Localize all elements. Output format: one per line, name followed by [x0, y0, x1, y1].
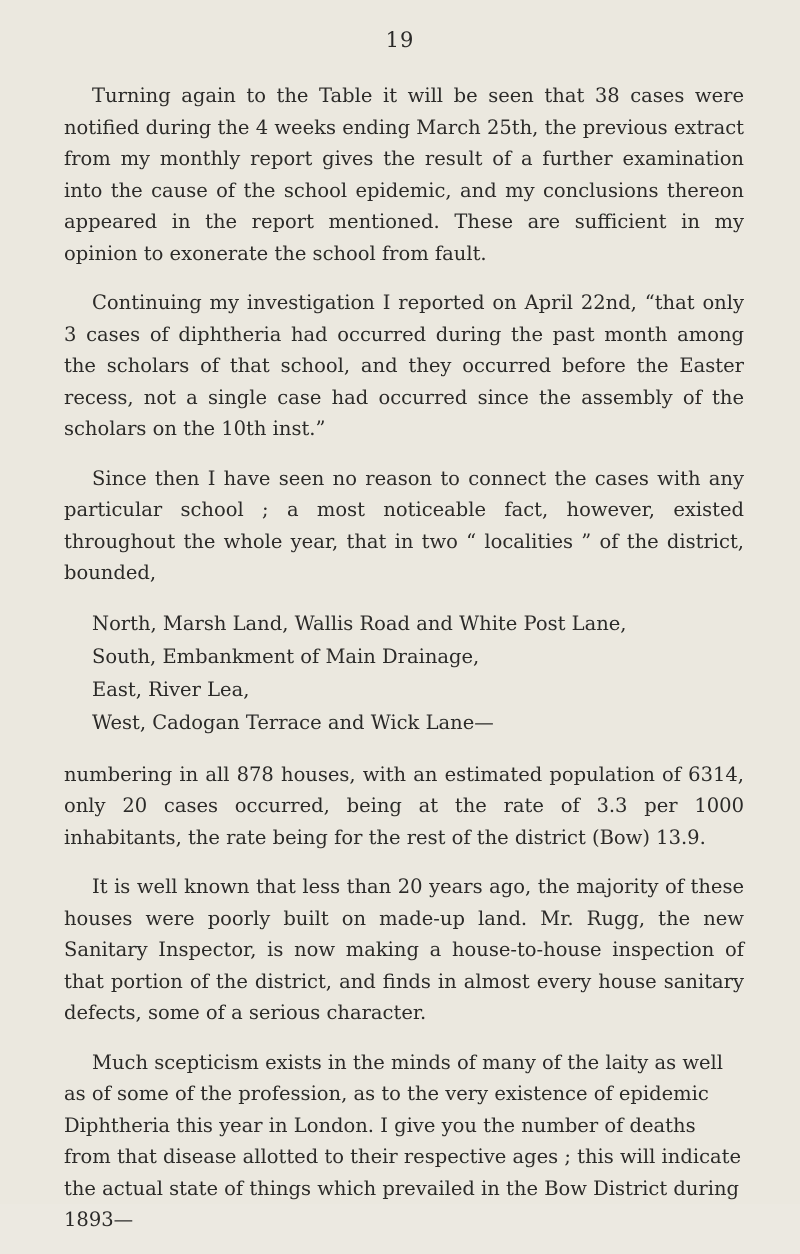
paragraph-table-cases: Turning again to the Table it will be seen that 38 cases were notified during the 4 weeks ending March 25th, the previous extract from my monthly report gives the result of a further examination into the cause of the school epidemic, and my conclusions thereon appeared in the report mentioned. These are sufficient in my opinion to exonerate the school from fault.: [64, 84, 744, 265]
boundary-south: South, Embankment of Main Drainage,: [92, 644, 480, 668]
boundary-east: East, River Lea,: [92, 677, 250, 701]
paragraph-scepticism: Much scepticism exists in the minds of many of the laity as well as of some of the profession, as to the very existence of epidemic Diphtheria this year in London. I give you the number of deaths from that disease allotted to their respective ages ; this will indicate the actual state of things which prevailed in the Bow District during 1893—: [64, 1050, 741, 1231]
boundary-west: West, Cadogan Terrace and Wick Lane—: [92, 710, 494, 734]
document-body: [64, 80, 744, 1254]
boundary-north: North, Marsh Land, Wallis Road and White Post Lane,: [92, 611, 627, 635]
page-number: 19: [385, 28, 415, 52]
paragraph-sanitary-inspection: It is well known that less than 20 years ago, the majority of these houses were poorly built on made-up land. Mr. Rugg, the new Sanitary Inspector, is now making a house-to-house inspection of that portion of the district, and finds in almost every house sanitary defects, some of a serious character.: [64, 875, 744, 1024]
boundary-list: [92, 607, 744, 739]
paragraph-houses-population: numbering in all 878 houses, with an estimated population of 6314, only 20 cases occurred, being at the rate of 3.3 per 1000 inhabitants, the rate being for the rest of the district (Bow) 13.9.: [64, 762, 744, 849]
paragraph-localities: Since then I have seen no reason to connect the cases with any particular school ; a most noticeable fact, however, existed throughout the whole year, that in two “ localities ” of the district, bounded,: [64, 466, 744, 584]
paragraph-investigation: Continuing my investigation I reported on April 22nd, “that only 3 cases of diphtheria had occurred during the past month among the scholars of that school, and they occurred before the Easter recess, not a single case had occurred since the assembly of the scholars on the 10th inst.”: [64, 291, 744, 440]
